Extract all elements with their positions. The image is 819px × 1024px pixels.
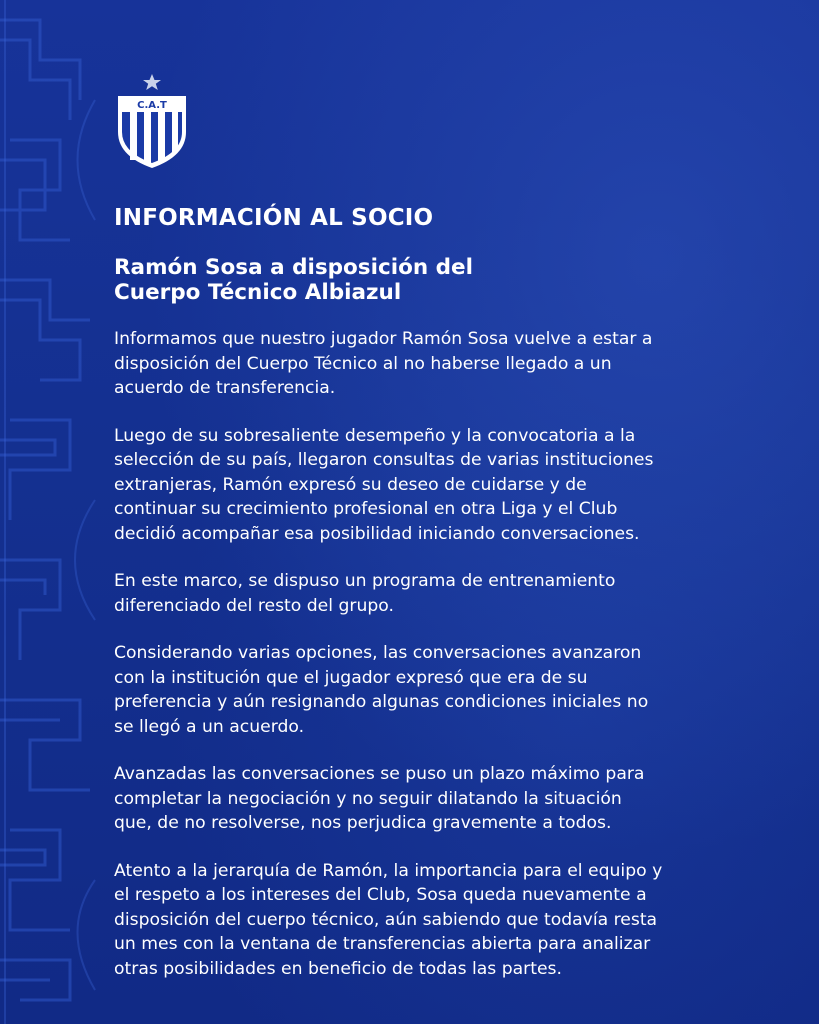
paragraph-line: decidió acompañar esa posibilidad iniciando conversaciones. <box>114 523 640 544</box>
paragraph-line: completar la negociación y no seguir dilatando la situación <box>114 788 622 809</box>
paragraph-1 <box>114 327 784 401</box>
paragraph-6 <box>114 859 784 982</box>
club-crest-icon <box>110 70 194 170</box>
paragraph-line: con la institución que el jugador expresó que era de su <box>114 667 588 688</box>
paragraph-line: disposición del cuerpo técnico, aún sabiendo que todavía resta <box>114 909 658 930</box>
paragraph-line: Luego de su sobresaliente desempeño y la convocatoria a la <box>114 425 636 446</box>
paragraph-line: Atento a la jerarquía de Ramón, la importancia para el equipo y <box>114 860 663 881</box>
body-text <box>114 327 784 1004</box>
paragraph-line: disposición del Cuerpo Técnico al no haberse llegado a un <box>114 353 612 374</box>
section-title: INFORMACIÓN AL SOCIO <box>114 205 434 231</box>
paragraph-line: que, de no resolverse, nos perjudica gravemente a todos. <box>114 813 612 833</box>
paragraph-3 <box>114 569 784 618</box>
paragraph-line: Avanzadas las conversaciones se puso un plazo máximo para <box>114 764 645 784</box>
headline <box>114 255 754 305</box>
headline-line-2: Cuerpo Técnico Albiazul <box>114 280 402 305</box>
paragraph-line: extranjeras, Ramón expresó su deseo de cuidarse y de <box>114 474 587 495</box>
paragraph-line: otras posibilidades en beneficio de todas las partes. <box>114 958 562 979</box>
paragraph-line: selección de su país, llegaron consultas de varias instituciones <box>114 450 654 470</box>
paragraph-line: continuar su crecimiento profesional en otra Liga y el Club <box>114 499 618 519</box>
club-crest <box>110 70 194 170</box>
paragraph-line: se llegó a un acuerdo. <box>114 716 305 737</box>
paragraph-line: En este marco, se dispuso un programa de entrenamiento <box>114 571 616 591</box>
paragraph-4 <box>114 641 784 739</box>
headline-line-1: Ramón Sosa a disposición del <box>114 255 473 280</box>
paragraph-line: el respeto a los intereses del Club, Sosa queda nuevamente a <box>114 885 647 905</box>
paragraph-line: diferenciado del resto del grupo. <box>114 595 394 616</box>
paragraph-line: Considerando varias opciones, las conversaciones avanzaron <box>114 643 642 663</box>
paragraph-line: preferencia y aún resignando algunas condiciones iniciales no <box>114 692 649 712</box>
paragraph-line: Informamos que nuestro jugador Ramón Sosa vuelve a estar a <box>114 329 653 349</box>
crest-initials: C.A.T <box>137 100 167 111</box>
star-icon <box>143 74 161 90</box>
paragraph-line: un mes con la ventana de transferencias abierta para analizar <box>114 934 651 954</box>
paragraph-2 <box>114 424 784 547</box>
paragraph-line: acuerdo de transferencia. <box>114 378 336 398</box>
paragraph-5 <box>114 762 784 836</box>
decorative-pattern <box>0 0 110 1024</box>
